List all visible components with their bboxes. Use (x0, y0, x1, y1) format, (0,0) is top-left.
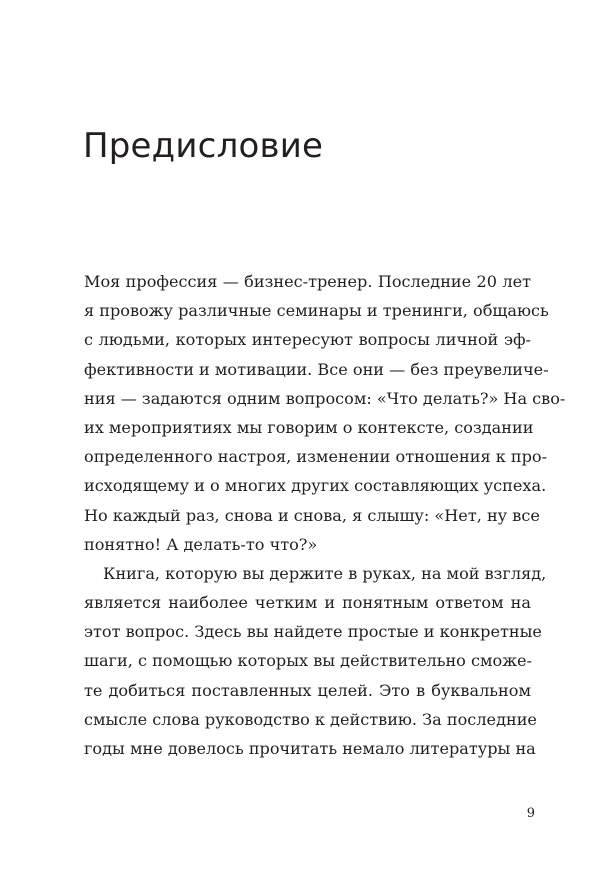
body-text (84, 267, 566, 763)
text-line: годы мне довелось прочитать немало литературы на (84, 739, 536, 758)
text-line: шаги, с помощью которых вы действительно сможе- (84, 651, 532, 671)
text-line: с людьми, которых интересуют вопросы личной эф- (84, 330, 531, 350)
text-line: фективности и мотивации. Все они — без преувеличе- (84, 359, 549, 379)
text-line: Моя профессия — бизнес-тренер. Последние 20 лет (84, 272, 531, 291)
text-line: я провожу различные семинары и тренинги, общаюсь (84, 301, 549, 321)
chapter-title: Предисловие (83, 126, 324, 166)
text-line: этот вопрос. Здесь вы найдете простые и конкретные (84, 622, 542, 642)
text-line: является наиболее четким и понятным ответом на (84, 593, 531, 613)
text-line: Книга, которую вы держите в руках, на мой взгляд, (103, 563, 547, 583)
text-line: Но каждый раз, снова и снова, я слышу: «Нет, ну все (84, 505, 540, 525)
text-line: смысле слова руководство к действию. За последние (84, 709, 537, 729)
page-number: 9 (526, 806, 535, 821)
text-line: их мероприятиях мы говорим о контексте, создании (84, 417, 534, 437)
text-line: те добиться поставленных целей. Это в буквальном (84, 680, 531, 700)
text-line: определенного настроя, изменении отношения к про- (84, 447, 548, 467)
text-line: понятно! А делать-то что?» (84, 534, 318, 554)
text-line: ния — задаются одним вопросом: «Что делать?» На сво- (84, 388, 566, 408)
text-line: исходящему и о многих других составляющих успеха. (84, 476, 547, 496)
